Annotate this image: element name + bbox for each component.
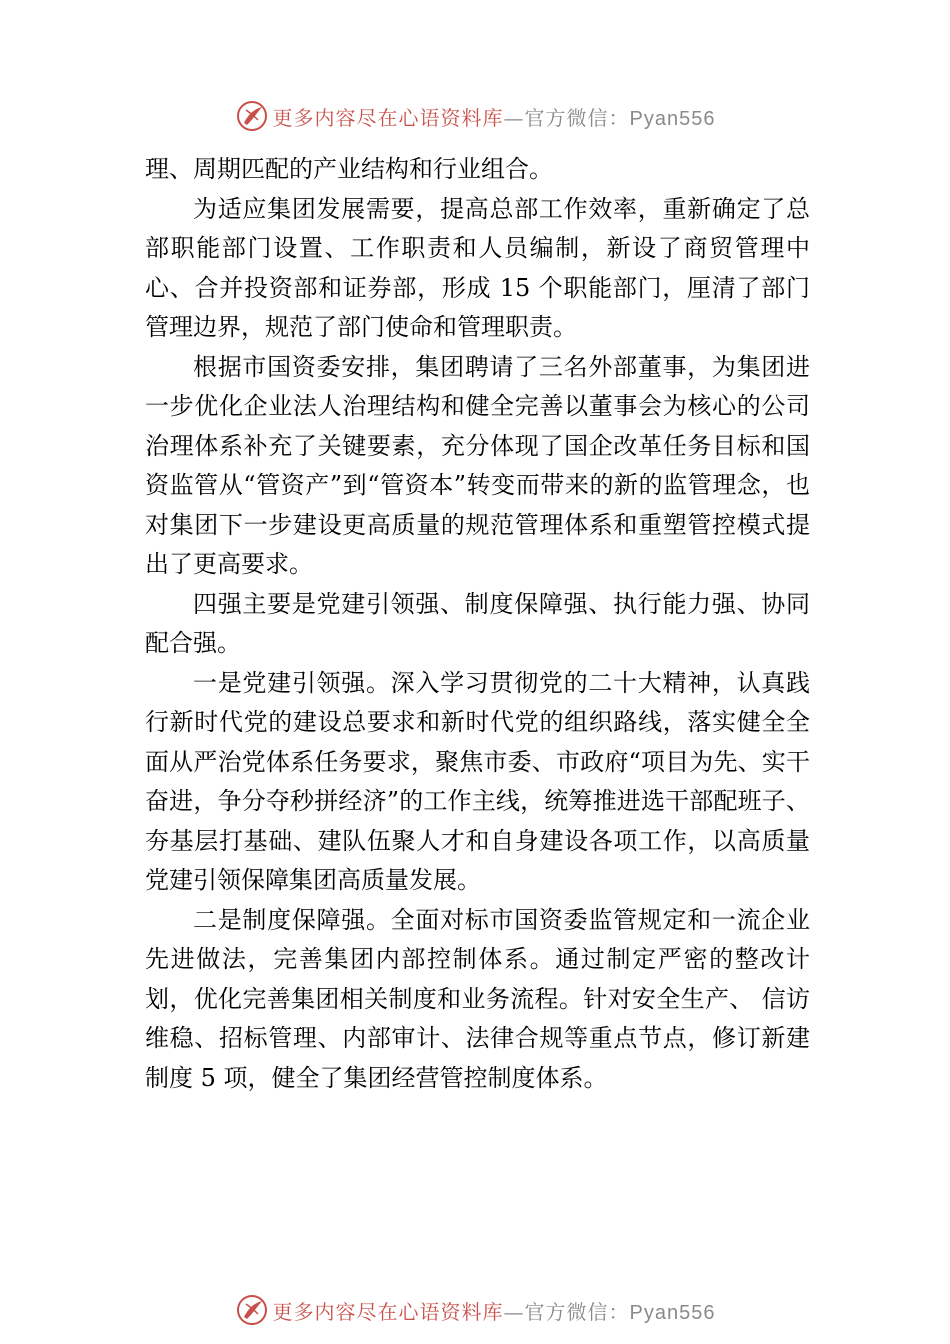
paragraph-continuation: 理、周期匹配的产业结构和行业组合。 — [145, 155, 553, 183]
watermark-text — [273, 102, 716, 131]
watermark-dash: — — [503, 1299, 525, 1324]
watermark-dash: — — [503, 105, 525, 130]
paragraph-external-directors: 根据市国资委安排，集团聘请了三名外部董事，为集团进一步优化企业法人治理结构和健全完善以董事会为核心的公司治理体系补充了关键要素，充分体现了国企改革任务目标和国资监管从“管资产”到“管资本”转变而带来的新的监管理念，也对集团下一步建设更高质量的规范管理体系和重塑管控模式提出了更高要求。 — [145, 352, 810, 578]
watermark-wechat-id: Pyan556 — [629, 1301, 716, 1324]
document-body — [145, 150, 810, 1098]
watermark-label: 官方微信： — [524, 1299, 630, 1324]
watermark-brand: 更多内容尽在心语资料库 — [272, 1299, 504, 1324]
header-watermark — [0, 96, 950, 136]
paragraph-institutional-guarantee: 二是制度保障强。全面对标市国资委监管规定和一流企业先进做法，完善集团内部控制体系。通过制定严密的整改计划，优化完善集团相关制度和业务流程。针对安全生产、 信访维稳、招标管理、内部审计、法律合规等重点节点，修订新建制度 5 项，健全了集团经营管控制度体系。 — [145, 905, 810, 1092]
watermark-wechat-id: Pyan556 — [629, 107, 716, 130]
paragraph-four-strengths: 四强主要是党建引领强、制度保障强、执行能力强、协同配合强。 — [145, 589, 810, 657]
watermark-label: 官方微信： — [524, 105, 630, 130]
brand-logo-icon — [235, 1293, 269, 1327]
brand-logo-icon — [235, 99, 269, 133]
paragraph-headquarters: 为适应集团发展需要，提高总部工作效率，重新确定了总部职能部门设置、工作职责和人员编制，新设了商贸管理中心、合并投资部和证券部，形成 15 个职能部门，厘清了部门管理边界，规范了部门使命和管理职责。 — [145, 194, 810, 341]
footer-watermark — [0, 1290, 950, 1330]
watermark-brand: 更多内容尽在心语资料库 — [272, 105, 504, 130]
watermark-text — [273, 1296, 716, 1325]
paragraph-party-building: 一是党建引领强。深入学习贯彻党的二十大精神，认真践行新时代党的建设总要求和新时代党的组织路线，落实健全全面从严治党体系任务要求，聚焦市委、市政府“项目为先、实干奋进，争分夺秒拼经济”的工作主线，统筹推进选干部配班子、夯基层打基础、建队伍聚人才和自身建设各项工作，以高质量党建引领保障集团高质量发展。 — [145, 668, 810, 894]
